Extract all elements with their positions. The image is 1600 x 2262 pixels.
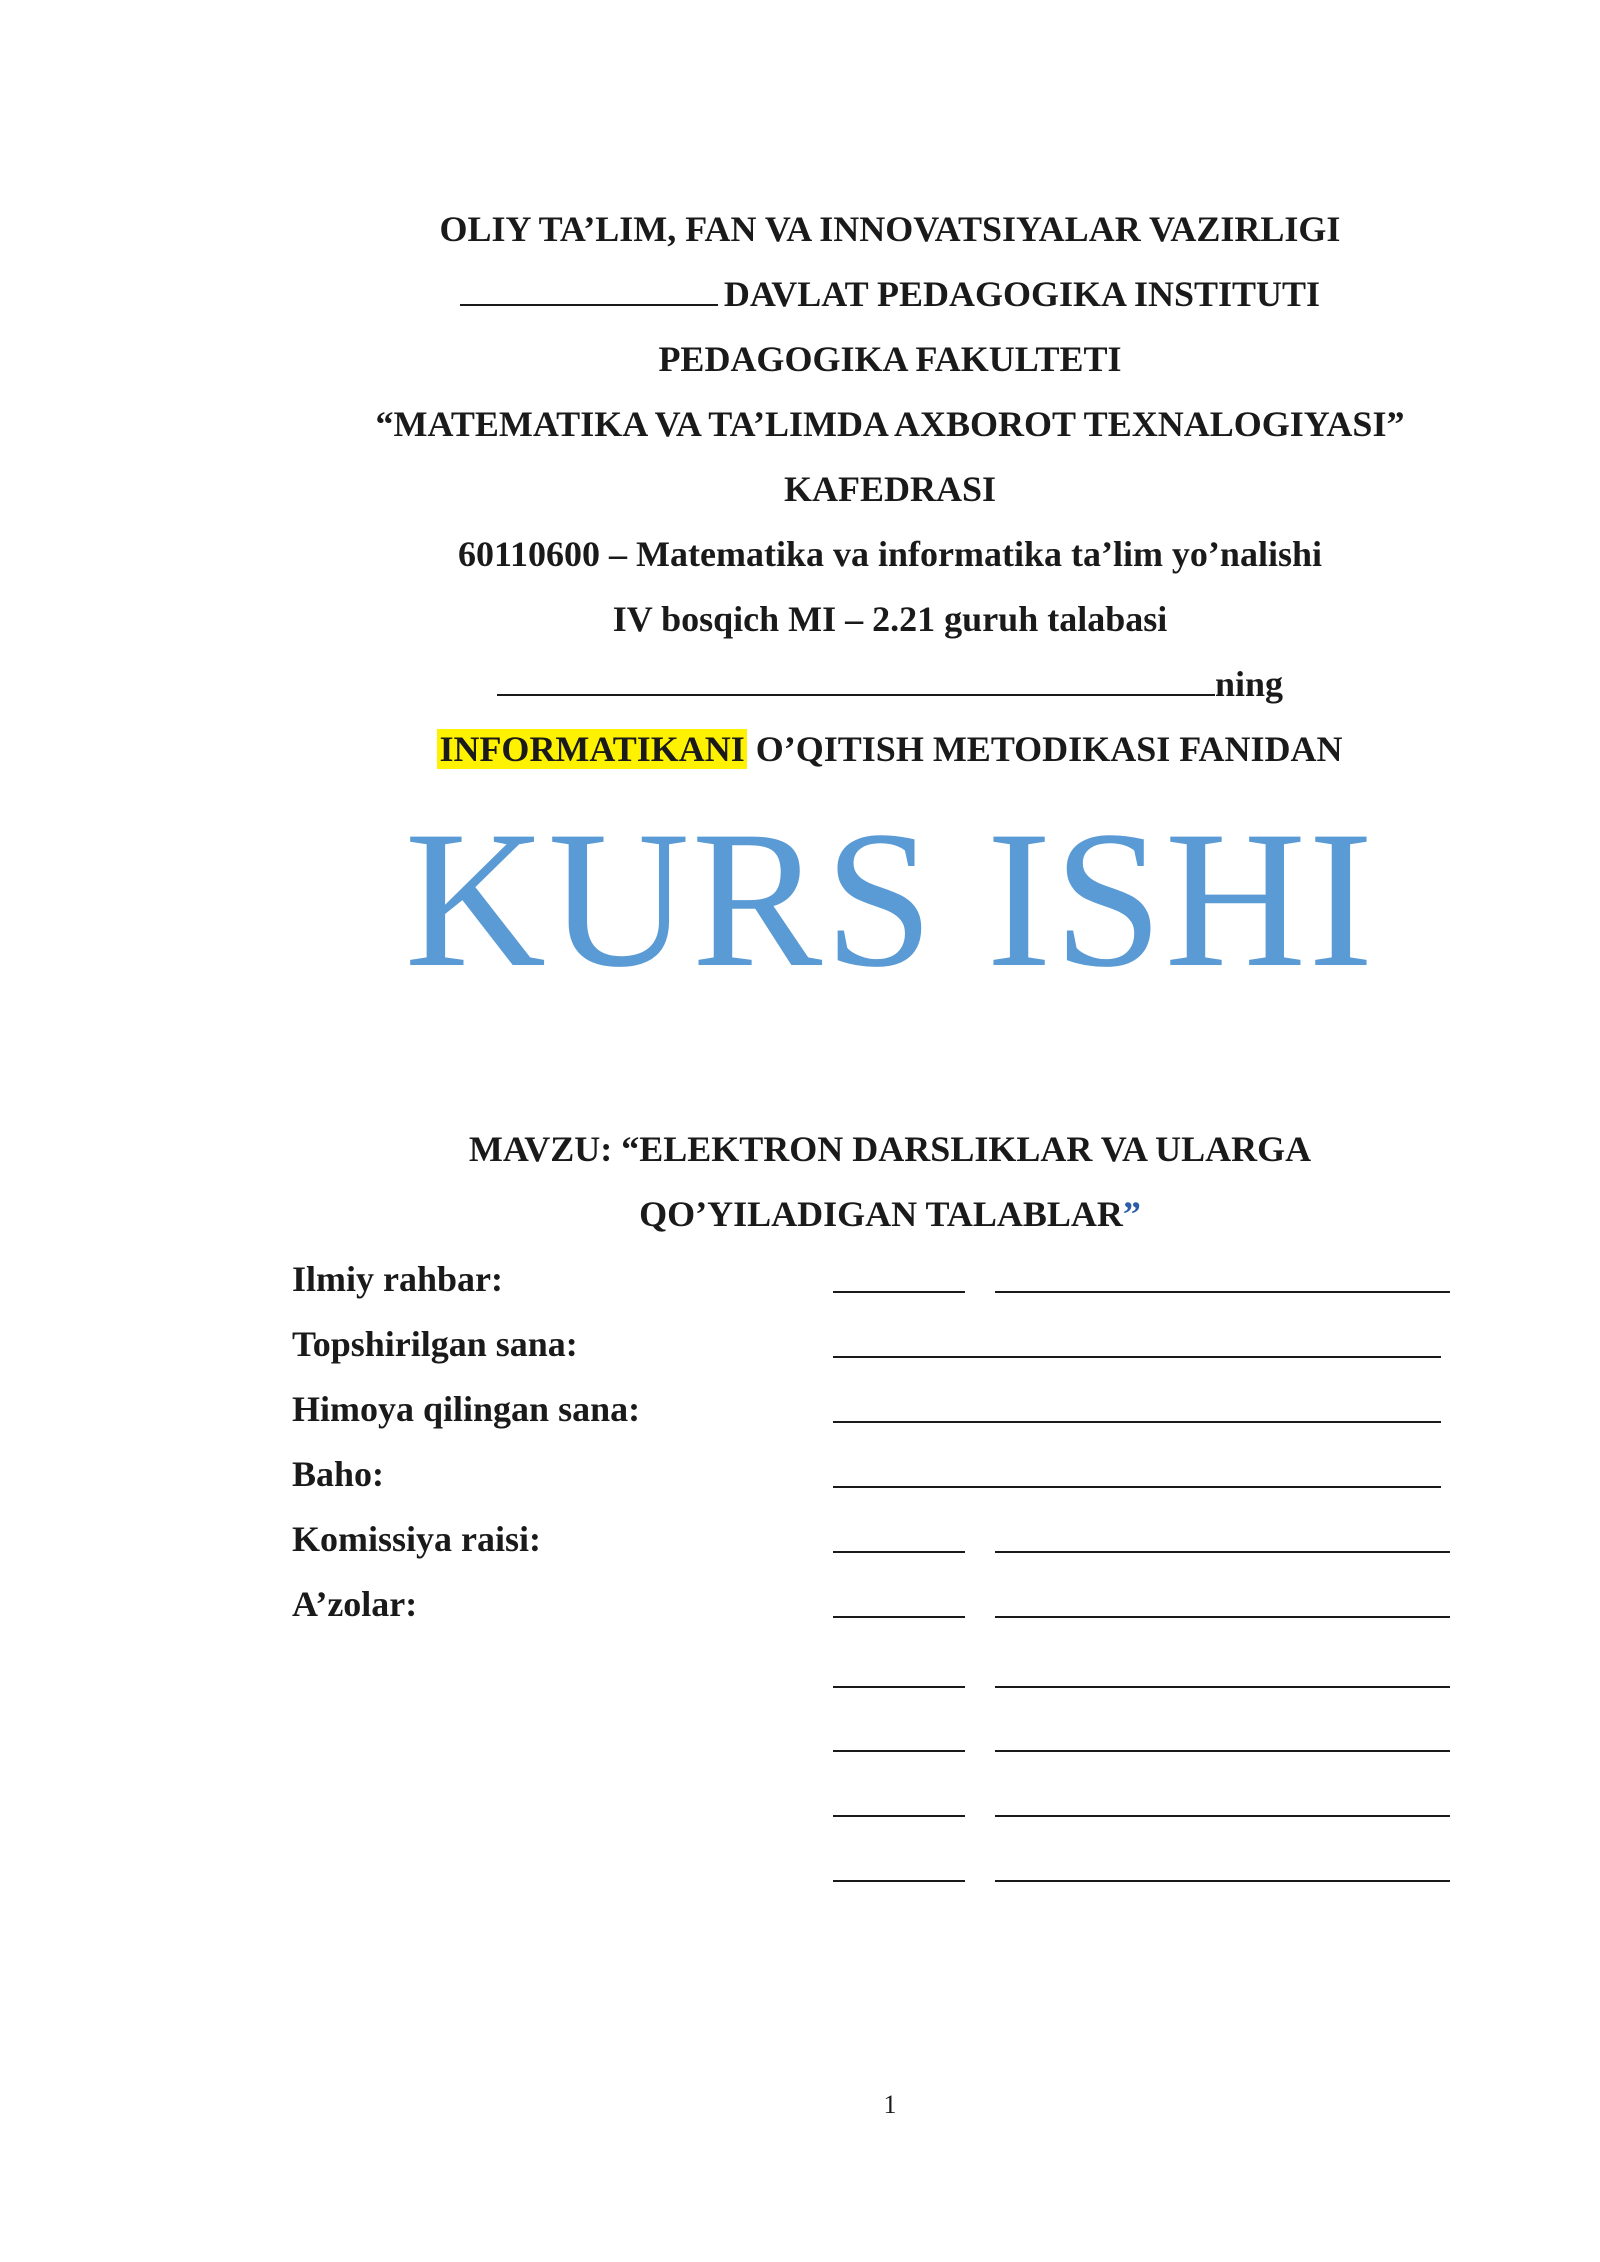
faculty-line: PEDAGOGIKA FAKULTETI <box>658 339 1122 379</box>
grade-label: Baho: <box>292 1454 385 1494</box>
defended-date-blank <box>833 1421 1441 1423</box>
department-line: “MATEMATIKA VA TA’LIMDA AXBOROT TEXNALOGIYASI” <box>375 404 1405 444</box>
submitted-date-label: Topshirilgan sana: <box>292 1324 578 1364</box>
subject-line <box>285 725 1495 773</box>
member-3-name-blank <box>995 1750 1450 1752</box>
group-line: IV bosqich MI – 2.21 guruh talabasi <box>612 599 1168 639</box>
chair-signature-blank <box>833 1551 965 1553</box>
chair-label: Komissiya raisi: <box>292 1519 541 1559</box>
member-2-signature-blank <box>833 1686 965 1688</box>
student-name-line <box>285 660 1495 708</box>
member-5-signature-blank <box>833 1880 965 1882</box>
document-title: KURS ISHI <box>404 791 1376 1008</box>
student-name-blank <box>497 664 1215 696</box>
member-4-name-blank <box>995 1815 1450 1817</box>
member-1-name-blank <box>995 1616 1450 1618</box>
topic-closing-quote: ” <box>1122 1194 1141 1234</box>
defended-date-label: Himoya qilingan sana: <box>292 1389 641 1429</box>
supervisor-name-blank <box>995 1291 1450 1293</box>
member-5-name-blank <box>995 1880 1450 1882</box>
subject-highlight: INFORMATIKANI <box>439 729 745 769</box>
institute-name-blank <box>460 274 718 306</box>
program-line: 60110600 – Matematika va informatika ta’lim yo’nalishi <box>458 534 1322 574</box>
topic-line-2-text: QO’YILADIGAN TALABLAR <box>639 1194 1123 1234</box>
topic-line-1: MAVZU: “ELEKTRON DARSLIKLAR VA ULARGA <box>468 1129 1312 1169</box>
member-2-name-blank <box>995 1686 1450 1688</box>
grade-blank <box>833 1486 1441 1488</box>
member-3-signature-blank <box>833 1750 965 1752</box>
institute-line <box>285 270 1495 318</box>
topic-line-2 <box>285 1190 1495 1238</box>
supervisor-signature-blank <box>833 1291 965 1293</box>
page-number: 1 <box>883 2090 897 2119</box>
members-label: A’zolar: <box>292 1584 418 1624</box>
submitted-date-blank <box>833 1356 1441 1358</box>
chair-name-blank <box>995 1551 1450 1553</box>
member-4-signature-blank <box>833 1815 965 1817</box>
student-suffix: ning <box>1214 664 1284 704</box>
member-1-signature-blank <box>833 1616 965 1618</box>
subject-rest: O’QITISH METODIKASI FANIDAN <box>746 729 1343 769</box>
ministry-line: OLIY TA’LIM, FAN VA INNOVATSIYALAR VAZIRLIGI <box>439 209 1341 249</box>
department-suffix-line: KAFEDRASI <box>783 469 997 509</box>
supervisor-label: Ilmiy rahbar: <box>292 1259 503 1299</box>
institute-text: DAVLAT PEDAGOGIKA INSTITUTI <box>723 274 1321 314</box>
